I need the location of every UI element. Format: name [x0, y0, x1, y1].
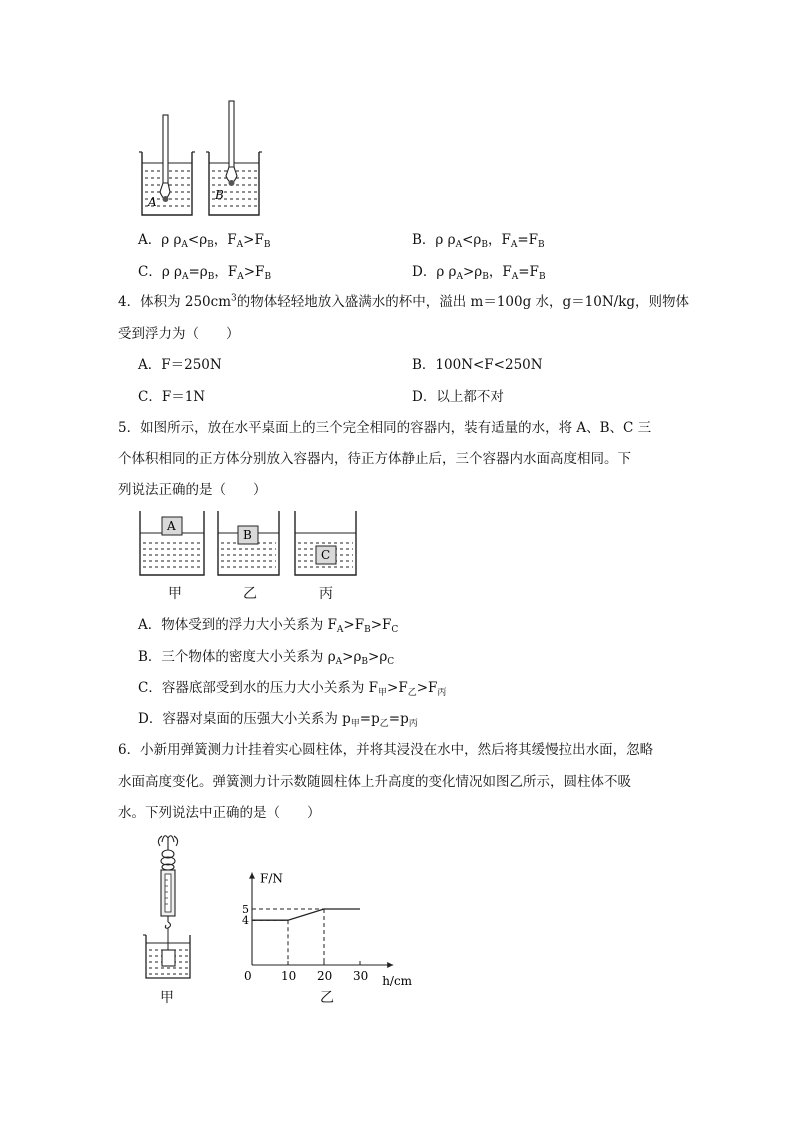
opt-text: ，F: [214, 264, 238, 280]
sub: B: [361, 657, 369, 667]
q5-stem-line2: 个体积相同的正方体分别放入容器内，待正方体静止后，三个容器内水面高度相同。下: [118, 451, 631, 467]
sub: 甲: [350, 719, 360, 729]
text: D．容器对桌面的压强大小关系为 p: [138, 711, 351, 727]
caption-bing: 丙: [319, 586, 333, 602]
opt-text: <ρ: [462, 232, 482, 248]
sub: B: [264, 272, 272, 282]
sub: 丙: [408, 719, 418, 729]
sub: B: [481, 240, 488, 250]
q3-option-a[interactable]: [138, 228, 270, 250]
text: >ρ: [368, 649, 388, 665]
sub: B: [538, 272, 546, 282]
q5-stem-line3: 列说法正确的是（ ）: [118, 482, 267, 498]
label-a: A: [148, 195, 157, 209]
opt-text: =F: [517, 232, 539, 248]
q4-option-b[interactable]: B．100N<F<250N: [412, 357, 543, 373]
q3-option-d[interactable]: [412, 260, 546, 282]
opt-text: >ρ: [463, 264, 483, 280]
q4-option-c[interactable]: C．F＝1N: [138, 389, 206, 405]
sub: A: [510, 240, 518, 250]
sub: A: [455, 240, 463, 250]
q4-option-a[interactable]: A．F＝250N: [138, 357, 222, 373]
caption-jia: 甲: [168, 586, 182, 602]
sub: B: [263, 240, 271, 250]
opt-text: ，F: [213, 232, 237, 248]
text: 4．体积为 250cm: [118, 294, 232, 310]
text: =p: [388, 711, 409, 727]
q6-stem-line3: 水。下列说法中正确的是（ ）: [118, 805, 321, 821]
text: B．三个物体的密度大小关系为 ρ: [138, 649, 336, 665]
opt-text: >F: [243, 264, 265, 280]
x-tick-label: 10: [281, 969, 297, 983]
q4-stem-line2: 受到浮力为（ ）: [118, 326, 240, 342]
sub: B: [207, 240, 214, 250]
q4-stem-line1: [118, 290, 689, 310]
sub: C: [391, 625, 399, 635]
sub: B: [207, 272, 215, 282]
y-tick-label: 5: [242, 903, 249, 916]
opt-text: ，F: [487, 232, 511, 248]
sub: 甲: [378, 688, 388, 698]
q6-stem-line2: 水面高度变化。弹簧测力计示数随圆柱体上升高度的变化情况如图乙所示，圆柱体不吸: [118, 774, 631, 790]
q5-option-b[interactable]: [138, 645, 394, 667]
q6-chart: [235, 832, 415, 992]
opt-text: C．ρ ρ: [138, 264, 182, 280]
opt-text: A．ρ ρ: [138, 232, 182, 248]
sub: B: [538, 240, 545, 250]
y-tick-label: 4: [242, 914, 249, 928]
sub: A: [236, 240, 244, 250]
y-axis-label: F/N: [260, 871, 283, 886]
q3-option-b[interactable]: [412, 228, 545, 250]
text: >F: [416, 680, 438, 696]
x-axis-arrow: [387, 962, 393, 968]
caption-q6-yi: 乙: [320, 990, 334, 1006]
q5-stem-line1: 5．如图所示，放在水平桌面上的三个完全相同的容器内，装有适量的水，将 A、B、C 三: [118, 420, 652, 436]
x-tick-label: 20: [317, 969, 333, 983]
q5-option-c[interactable]: [138, 676, 446, 698]
caption-yi: 乙: [243, 586, 257, 602]
opt-text: <ρ: [187, 232, 208, 248]
text: A．物体受到的浮力大小关系为 F: [138, 617, 337, 633]
q5-option-d[interactable]: [138, 707, 418, 729]
q6-stem-line1: 6．小新用弹簧测力计挂着实心圆柱体，并将其浸没在水中，然后将其缓慢拉出水面，忽略: [118, 742, 654, 758]
sub: 乙: [379, 719, 389, 729]
text: >F: [343, 617, 365, 633]
x-tick-label: 30: [353, 969, 369, 983]
sub: A: [182, 272, 189, 282]
sub: A: [181, 240, 188, 250]
caption-q6-jia: 甲: [160, 990, 174, 1006]
opt-text: ，F: [488, 264, 512, 280]
opt-text: =ρ: [188, 264, 208, 280]
q3-figure: [135, 95, 270, 220]
opt-text: >F: [243, 232, 264, 248]
series-line: [252, 909, 360, 920]
cube-label-b: B: [243, 528, 252, 542]
x-tick-label: 0: [244, 969, 252, 983]
sub: C: [387, 657, 395, 667]
sub: A: [456, 272, 463, 282]
text: >F: [387, 680, 408, 696]
q6-figure-jia: [140, 830, 200, 985]
opt-text: B．ρ ρ: [412, 232, 456, 248]
q5-option-a[interactable]: [138, 613, 398, 635]
sub: A: [511, 272, 519, 282]
q4-option-d[interactable]: D．以上都不对: [412, 389, 504, 405]
sup: 3: [231, 293, 237, 304]
text: =p: [359, 711, 380, 727]
text: >F: [370, 617, 392, 633]
label-b: B: [215, 188, 224, 202]
sub: 乙: [407, 688, 417, 698]
sub: A: [237, 272, 244, 282]
cube-label-c: C: [321, 548, 331, 562]
cube-label-a: A: [167, 519, 176, 533]
cylinder: [162, 950, 175, 966]
text: 的物体轻轻地放入盛满水的杯中，溢出 m＝100g 水，g＝10N/kg，则物体: [236, 294, 690, 310]
sub: A: [335, 657, 343, 667]
sub: A: [336, 625, 344, 635]
sub: B: [364, 625, 371, 635]
sub: B: [482, 272, 489, 282]
text: >ρ: [342, 649, 362, 665]
q3-option-c[interactable]: [138, 260, 271, 282]
x-axis-label: h/cm: [382, 974, 413, 988]
y-axis-arrow: [249, 873, 255, 879]
opt-text: D．ρ ρ: [412, 264, 457, 280]
sub: 丙: [437, 688, 447, 698]
text: C．容器底部受到水的压力大小关系为 F: [138, 680, 378, 696]
opt-text: =F: [518, 264, 539, 280]
